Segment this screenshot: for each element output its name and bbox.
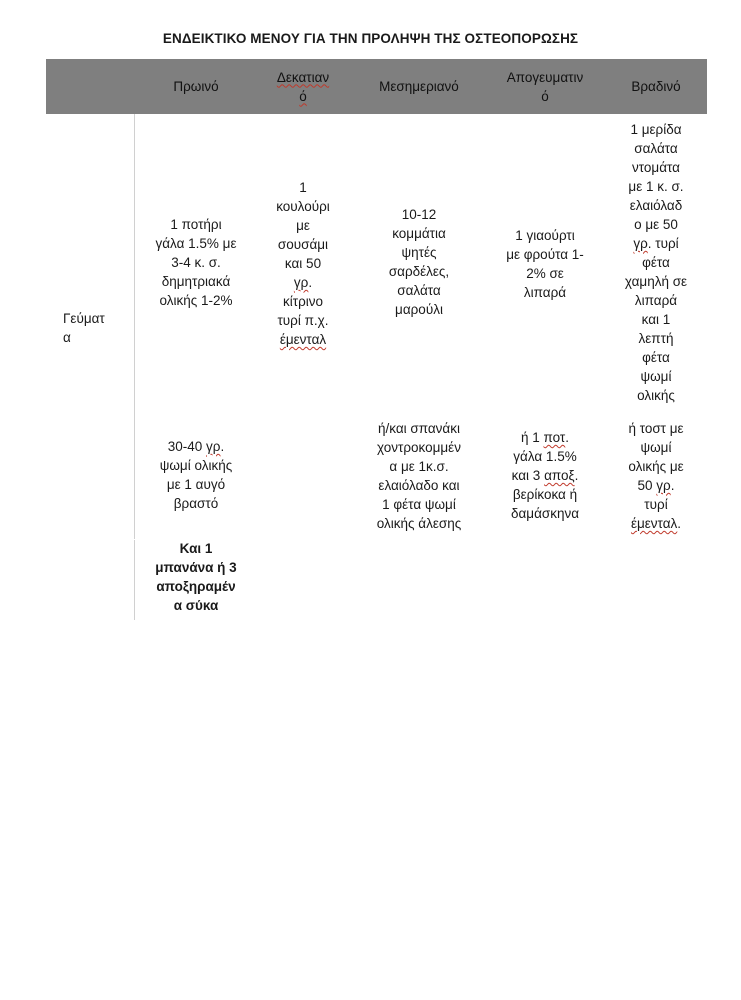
column-divider-lower [134, 540, 135, 620]
header-dinner: Βραδινό [631, 79, 681, 94]
breakfast-option-1: 1 ποτήρι γάλα 1.5% με 3-4 κ. σ. δημητριακά ολικής 1-2% [155, 217, 237, 308]
header-morning-snack-line1: Δεκατιαν [276, 69, 330, 85]
header-lunch: Μεσημεριανό [379, 79, 459, 94]
header-breakfast: Πρωινό [173, 79, 219, 94]
page-title: ΕΝΔΕΙΚΤΙΚΟ ΜΕΝΟΥ ΓΙΑ ΤΗΝ ΠΡΟΛΗΨΗ ΤΗΣ ΟΣΤΕΟΠΟΡΩΣΗΣ [162, 31, 579, 46]
row-label-meals: Γεύματ α [63, 311, 105, 345]
lunch-option-2: ή/και σπανάκι χοντροκομμέν α με 1κ.σ. ελαιόλαδο και 1 φέτα ψωμί ολικής άλεσης [376, 421, 462, 531]
lunch-option-1: 10-12 κομμάτια ψητές σαρδέλες, σαλάτα μαρούλι [388, 207, 450, 317]
header-afternoon-snack-line1: Απογευματιν [506, 69, 584, 85]
header-morning-snack-line2: ό [299, 88, 307, 104]
header-morning-snack [258, 59, 348, 114]
dinner-option-1: 1 μερίδα σαλάτα ντομάτα με 1 κ. σ. ελαιόλαδ ο με 50 γρ. τυρί φέτα χαμηλή σε λιπαρά και 1 λεπτή φέτα ψωμί ολικής [624, 122, 688, 403]
header-afternoon-snack-line2: ό [541, 88, 549, 104]
afternoon-snack-option-2: ή 1 ποτ. γάλα 1.5% και 3 αποξ. βερίκοκα ή δαμάσκηνα [510, 430, 580, 521]
morning-snack-option-1: 1 κουλούρι με σουσάμι και 50 γρ. κίτρινο τυρί π.χ. έμενταλ [276, 180, 330, 347]
breakfast-option-2: 30-40 γρ. ψωμί ολικής με 1 αυγό βραστό [159, 439, 233, 511]
header-afternoon-snack [488, 59, 602, 114]
afternoon-snack-option-1: 1 γιαούρτι με φρούτα 1- 2% σε λιπαρά [506, 228, 584, 300]
column-divider [134, 114, 135, 539]
breakfast-option-3: Και 1 μπανάνα ή 3 αποξηραμέν α σύκα [155, 541, 237, 613]
dinner-option-2: ή τοστ με ψωμί ολικής με 50 γρ. τυρί έμενταλ. [628, 421, 684, 531]
